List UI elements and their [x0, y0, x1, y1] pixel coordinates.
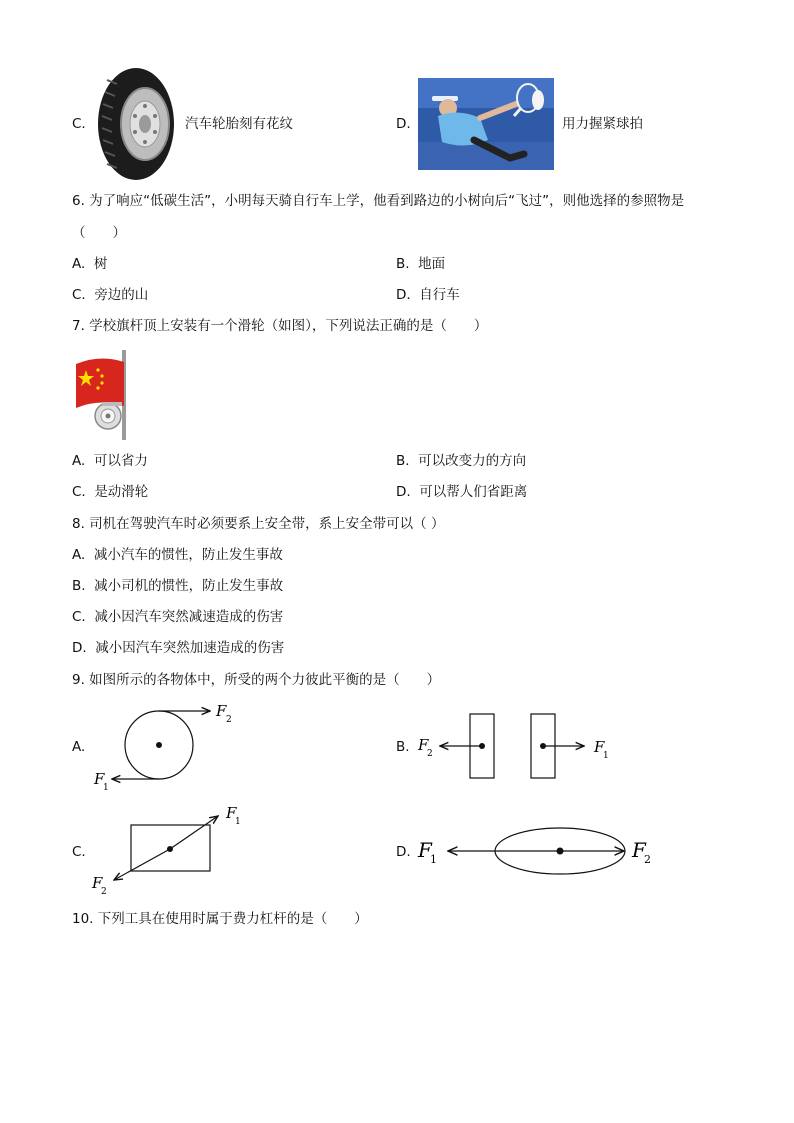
- force-subscript: 1: [430, 853, 437, 866]
- option-letter: B.: [396, 256, 410, 272]
- force-label: F: [418, 736, 429, 754]
- option-text: 减小因汽车突然加速造成的伤害: [95, 640, 285, 656]
- option-letter: C.: [72, 287, 86, 303]
- force-subscript: 1: [103, 783, 109, 793]
- force-label: F: [632, 838, 646, 862]
- force-subscript: 2: [644, 853, 651, 866]
- q8-stem: 8. 司机在驾驶汽车时必须要系上安全带，系上安全带可以（ ）: [72, 516, 445, 532]
- q6-option-a: [72, 255, 107, 273]
- force-subscript: 1: [603, 751, 609, 761]
- force-label: F: [94, 770, 105, 788]
- force-label: F: [226, 804, 237, 822]
- flagpole-pulley-image: [72, 350, 138, 440]
- q8-option-b: [72, 577, 283, 595]
- q9-diagram-d: [414, 822, 664, 880]
- option-letter: C.: [72, 484, 86, 500]
- option-text: 地面: [418, 256, 446, 272]
- option-letter: A.: [72, 256, 86, 272]
- q7-stem: 7. 学校旗杆顶上安装有一个滑轮（如图），下列说法正确的是（ ）: [72, 318, 488, 334]
- force-label: F: [92, 874, 103, 892]
- option-text: 树: [93, 256, 108, 272]
- option-text: 减小汽车的惯性，防止发生事故: [93, 547, 283, 563]
- q5-option-d-letter: D.: [396, 116, 411, 132]
- option-text: 自行车: [419, 287, 460, 303]
- q9-diagram-a: [88, 700, 248, 794]
- option-letter: B.: [396, 453, 410, 469]
- q8-option-c: [72, 608, 283, 626]
- option-text: 是动滑轮: [94, 484, 149, 500]
- option-letter: C.: [72, 609, 86, 625]
- option-text: 可以改变力的方向: [418, 453, 527, 469]
- q9-stem: 9. 如图所示的各物体中，所受的两个力彼此平衡的是（ ）: [72, 672, 441, 688]
- q7-option-a: [72, 452, 148, 470]
- q6-option-c: [72, 286, 148, 304]
- force-subscript: 1: [235, 817, 241, 827]
- option-letter: D.: [396, 287, 411, 303]
- force-subscript: 2: [226, 715, 232, 725]
- q9-diagram-c: [88, 800, 258, 898]
- option-text: 减小因汽车突然减速造成的伤害: [94, 609, 284, 625]
- q5-option-c-letter: C.: [72, 116, 86, 132]
- option-letter: B.: [72, 578, 86, 594]
- option-letter: D.: [396, 484, 411, 500]
- q9-option-b-letter: B.: [396, 739, 410, 755]
- q7-option-d: [396, 483, 527, 501]
- q6-option-b: [396, 255, 445, 273]
- force-label: F: [216, 702, 227, 720]
- option-text: 可以帮人们省距离: [419, 484, 528, 500]
- q7-option-c: [72, 483, 148, 501]
- q8-option-a: [72, 546, 283, 564]
- option-text: 减小司机的惯性，防止发生事故: [94, 578, 284, 594]
- force-label: F: [594, 738, 605, 756]
- q6-option-d: [396, 286, 460, 304]
- q6-blank: （ ）: [72, 225, 126, 241]
- force-subscript: 2: [101, 887, 107, 897]
- option-text: 旁边的山: [94, 287, 149, 303]
- option-letter: D.: [72, 640, 87, 656]
- q7-option-b: [396, 452, 526, 470]
- q10-stem: 10. 下列工具在使用时属于费力杠杆的是（ ）: [72, 911, 368, 927]
- option-letter: A.: [72, 547, 86, 563]
- q9-option-d-letter: D.: [396, 844, 411, 860]
- q5-option-d-text: 用力握紧球拍: [562, 116, 643, 132]
- q9-option-a-letter: A.: [72, 739, 86, 755]
- force-subscript: 2: [427, 749, 433, 759]
- q9-option-c-letter: C.: [72, 844, 86, 860]
- tire-image: [95, 66, 177, 182]
- option-letter: A.: [72, 453, 86, 469]
- tennis-player-image: [418, 78, 554, 170]
- q8-option-d: [72, 639, 284, 657]
- q5-option-c-text: 汽车轮胎刻有花纹: [185, 116, 293, 132]
- q9-diagram-b: [414, 712, 614, 782]
- q6-stem: 6. 为了响应“低碳生活”，小明每天骑自行车上学，他看到路边的小树向后“飞过”，则他选择的参照物是: [72, 193, 685, 209]
- force-label: F: [418, 838, 432, 862]
- option-text: 可以省力: [93, 453, 148, 469]
